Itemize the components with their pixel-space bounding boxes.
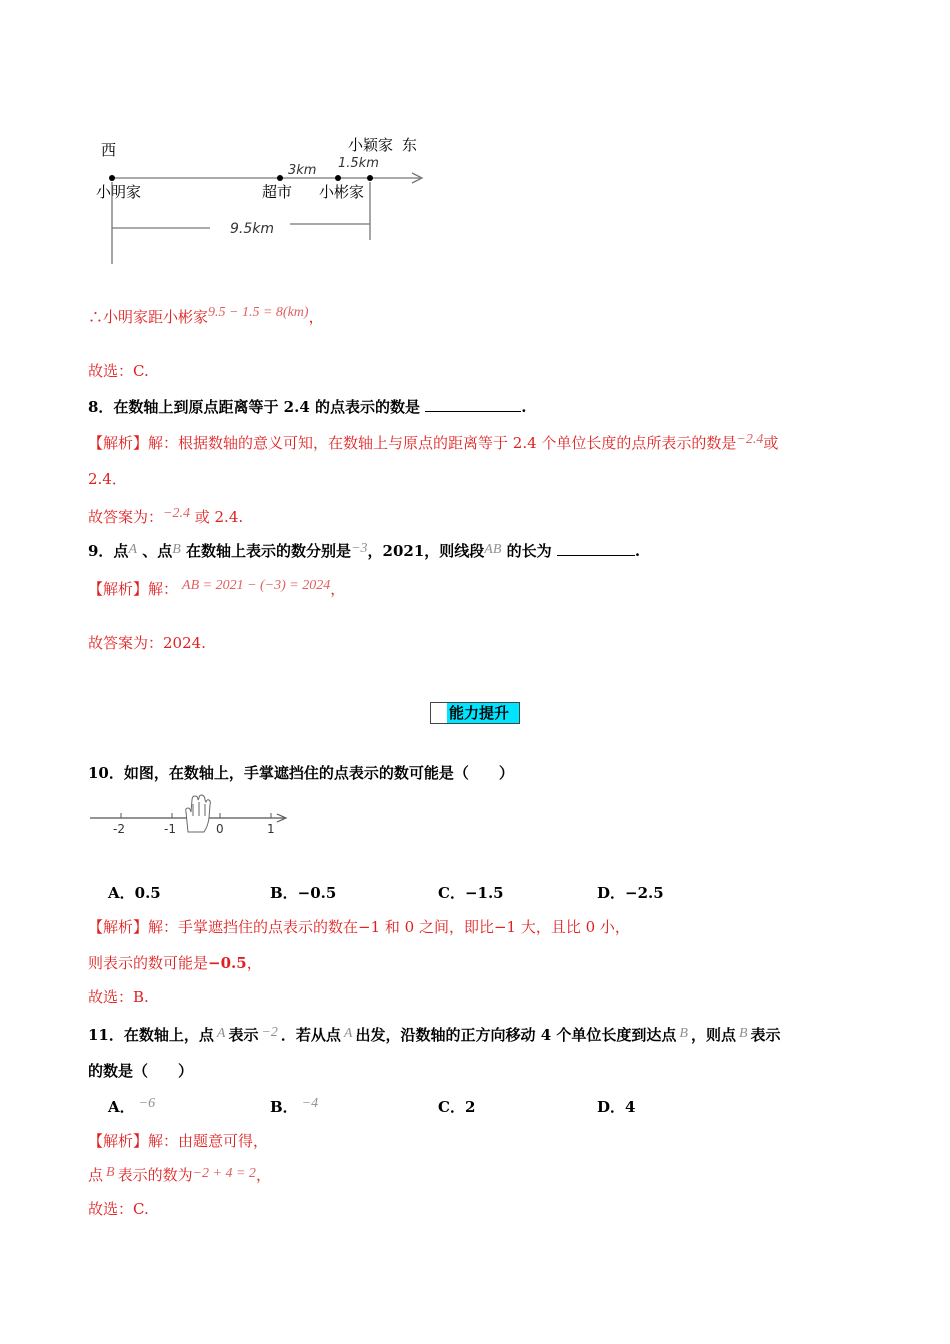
q8-answer-post: 或 2.4.: [194, 508, 244, 526]
q11-opt-a-val: −6: [138, 1096, 156, 1111]
q9-answer: 故答案为：2024.: [88, 634, 206, 652]
q11-analysis1: 【解析】解：由题意可得，: [88, 1132, 269, 1150]
q8-or: 或: [763, 434, 779, 452]
q8-question: [88, 396, 526, 417]
palm-icon: [186, 795, 211, 832]
label-supermarket: 超市: [262, 183, 293, 201]
q8-neg: −2.4: [736, 432, 764, 447]
q10-label-neg1: -1: [164, 822, 176, 836]
q11-analysis2-b: B: [106, 1165, 115, 1180]
q11-option-d[interactable]: D．4: [597, 1098, 636, 1116]
q9-analysis-line: [88, 578, 345, 599]
q11-b-2: B: [738, 1026, 748, 1041]
q9-blank[interactable]: [557, 541, 635, 556]
q11-opt-b-label: B．: [270, 1098, 298, 1116]
q9-p2: 、点: [142, 542, 173, 560]
point-supermarket: [277, 175, 283, 181]
q11-analysis2-line: [88, 1164, 271, 1185]
q11-option-b[interactable]: [270, 1096, 318, 1117]
sol7-suffix: ，: [308, 308, 324, 326]
q11-opt-a-label: A．: [108, 1098, 135, 1116]
q11-answer: 故选：C.: [88, 1200, 149, 1218]
sol7-answer: 故选：C.: [88, 362, 149, 380]
q9-analysis-pre: 【解析】解：: [88, 580, 179, 598]
q9-a: A: [128, 542, 137, 557]
q9-analysis-post: ，: [330, 580, 346, 598]
q9-p5: 的长为: [506, 542, 552, 560]
sol7-formula: 9.5 − 1.5 = 8(km): [208, 305, 309, 320]
sol7-prefix: ∴小明家距小彬家: [88, 308, 209, 326]
q11-p1: 11．在数轴上，点: [88, 1026, 214, 1044]
label-d1: 3km: [288, 163, 317, 178]
q11-question-line1: [88, 1024, 781, 1045]
q10-analysis2-bold: −0.5: [208, 954, 247, 972]
q11-opt-b-val: −4: [301, 1096, 319, 1111]
q11-analysis2-formula: −2 + 4 = 2: [192, 1166, 256, 1181]
q8-answer-pre: 故答案为：: [88, 508, 164, 526]
q10-option-d[interactable]: D．−2.5: [597, 884, 664, 902]
q8-analysis-line1: [88, 432, 778, 453]
q10-answer: 故选：B.: [88, 988, 149, 1006]
q10-analysis1: 【解析】解：手掌遮挡住的点表示的数在−1 和 0 之间，即比−1 大，且比 0 小，: [88, 918, 630, 936]
q9-end: .: [634, 542, 641, 560]
point-xiaoming: [109, 175, 115, 181]
q10-question: 10．如图，在数轴上，手掌遮挡住的点表示的数可能是（ ）: [88, 764, 514, 782]
point-xiaoying: [367, 175, 373, 181]
q11-p4: 出发，沿数轴的正方向移动 4 个单位长度到达点: [355, 1026, 677, 1044]
q11-p3: ．若从点: [280, 1026, 341, 1044]
label-east: 东: [402, 136, 418, 154]
q11-p5: ，则点: [690, 1026, 736, 1044]
q11-a: A: [216, 1026, 226, 1041]
q11-option-a[interactable]: [108, 1096, 155, 1117]
label-xiaoying: 小颖家: [348, 136, 394, 154]
q10-label-neg2: -2: [113, 822, 125, 836]
q10-label-1: 1: [267, 822, 275, 836]
q9-p1: 9．点: [88, 542, 129, 560]
q11-analysis2-mid: 表示的数为: [117, 1166, 193, 1184]
q10-label-0: 0: [216, 822, 224, 836]
q11-p6: 表示: [750, 1026, 781, 1044]
q10-analysis2-pre: 则表示的数可能是: [88, 954, 209, 972]
point-xiaobin: [335, 175, 341, 181]
q8-answer-neg: −2.4: [163, 506, 190, 521]
q8-analysis2: 2.4．: [88, 470, 127, 488]
q9-neg3: −3: [351, 541, 368, 556]
q10-option-a[interactable]: A．0.5: [108, 884, 161, 902]
label-xiaoming: 小明家: [96, 183, 142, 201]
label-total: 9.5km: [230, 221, 275, 237]
q8-end: .: [521, 398, 527, 416]
q9-p4: ，2021，则线段: [367, 542, 485, 560]
q11-analysis2-post: ，: [255, 1166, 271, 1184]
q9-question: [88, 540, 640, 561]
q11-neg2: −2: [261, 1025, 278, 1040]
label-west: 西: [101, 141, 117, 159]
q10-option-c[interactable]: C．−1.5: [438, 884, 504, 902]
q9-formula: AB = 2021 − (−3) = 2024: [182, 578, 331, 593]
q11-p2: 表示: [228, 1026, 259, 1044]
q8-text: 8．在数轴上到原点距离等于 2.4 的点表示的数是: [88, 398, 420, 416]
distance-diagram: [90, 130, 450, 270]
q11-b: B: [679, 1026, 688, 1041]
q11-analysis2-pre: 点: [88, 1166, 104, 1184]
q10-option-b[interactable]: B．−0.5: [270, 884, 337, 902]
q8-answer-line: [88, 506, 243, 527]
q9-ab: AB: [484, 542, 502, 557]
q8-analysis1: 【解析】解：根据数轴的意义可知，在数轴上与原点的距离等于 2.4 个单位长度的点所表示的数是: [88, 434, 737, 452]
label-d2: 1.5km: [338, 156, 379, 171]
q11-a-2: A: [343, 1026, 353, 1041]
section-title: 能力提升: [449, 704, 510, 722]
section-header: [430, 702, 520, 724]
q11-option-c[interactable]: C．2: [438, 1098, 476, 1116]
q9-p3: 在数轴上表示的数分别是: [186, 542, 352, 560]
q8-blank[interactable]: [425, 397, 521, 412]
q11-question-line2: 的数是（ ）: [88, 1062, 194, 1080]
label-xiaobin: 小彬家: [319, 183, 365, 201]
q10-analysis2-post: ，: [246, 954, 262, 972]
q10-analysis2-line: [88, 952, 262, 973]
sol7-line: [88, 306, 324, 327]
q9-b: B: [172, 542, 181, 557]
q10-number-line: [88, 792, 298, 842]
